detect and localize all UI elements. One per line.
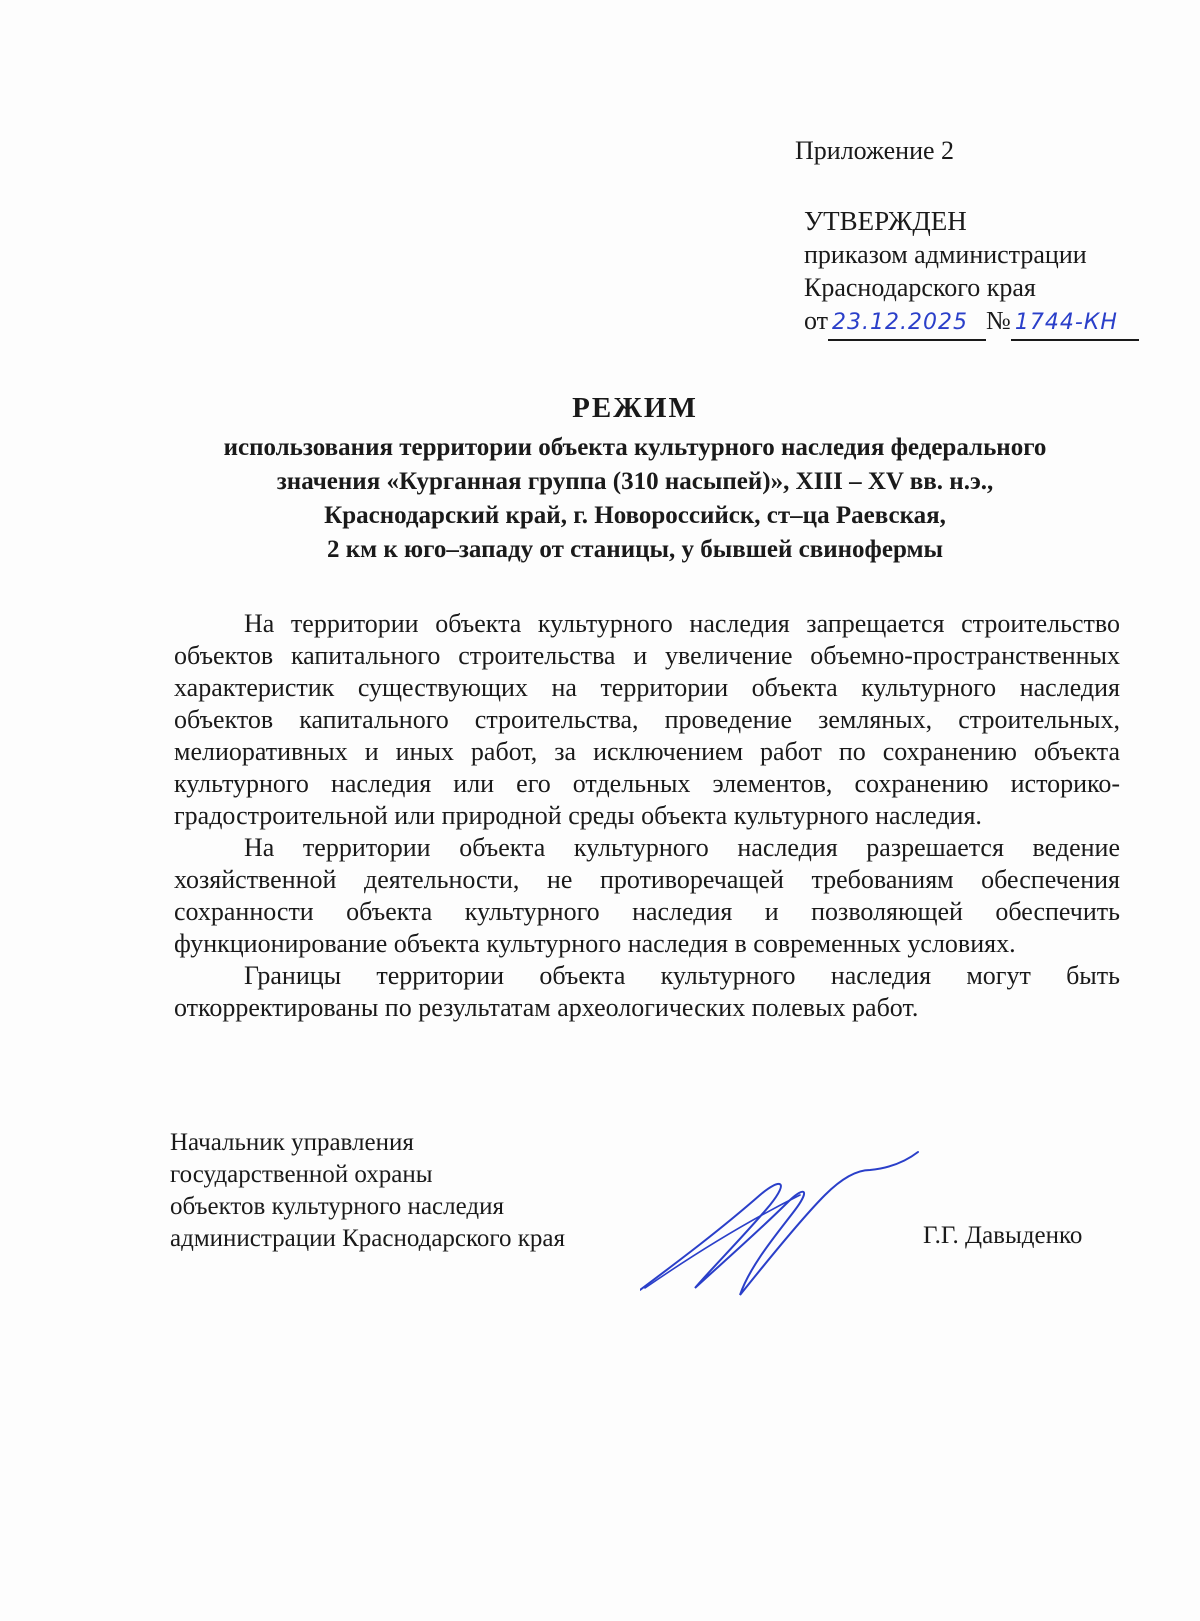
approval-block bbox=[804, 205, 1139, 341]
signer-name: Г.Г. Давыденко bbox=[923, 1222, 1083, 1249]
document-body bbox=[174, 608, 1120, 1024]
paragraph-prohibitions: На территории объекта культурного наследия запрещается строительство объектов капитального строительства и увеличение объемно-пространственных характеристик существующих на территории объекта культурного наследия объектов капитального строительства, проведение земляных, строительных, мелиоративных и иных работ, за исключением работ по сохранению объекта культурного наследия или его отдельных элементов, сохранению историко-градостроительной или природной среды объекта культурного наследия. bbox=[174, 609, 1120, 830]
signer-line-3: объектов культурного наследия bbox=[170, 1193, 504, 1220]
signer-position bbox=[170, 1127, 565, 1255]
approval-status: УТВЕРЖДЕН bbox=[804, 206, 967, 236]
date-prefix: от bbox=[804, 306, 829, 335]
title-line-4: 2 км к юго–западу от станицы, у бывшей свинофермы bbox=[326, 536, 944, 563]
title-line-1: использования территории объекта культурного наследия федерального bbox=[223, 434, 1047, 461]
approval-date-number bbox=[804, 304, 1139, 341]
title-line-3: Краснодарский край, г. Новороссийск, ст–ца Раевская, bbox=[324, 502, 946, 529]
appendix-label: Приложение 2 bbox=[795, 136, 955, 165]
title-heading: РЕЖИМ bbox=[572, 392, 698, 424]
handwritten-number: 1744-КН bbox=[1011, 306, 1139, 341]
handwritten-signature bbox=[640, 1150, 920, 1300]
paragraph-boundaries: Границы территории объекта культурного наследия могут быть откорректированы по результатам археологических полевых работ. bbox=[174, 961, 1120, 1022]
number-prefix: № bbox=[986, 306, 1011, 335]
title-line-2: значения «Курганная группа (310 насыпей)», XIII – XV вв. н.э., bbox=[276, 468, 994, 495]
signer-line-2: государственной охраны bbox=[170, 1161, 433, 1188]
handwritten-date: 23.12.2025 bbox=[828, 306, 986, 341]
approval-line-1: приказом администрации bbox=[804, 240, 1087, 269]
paragraph-permissions: На территории объекта культурного наследия разрешается ведение хозяйственной деятельности, не противоречащей требованиям обеспечения сохранности объекта культурного наследия и позволяющей обеспечить функционирование объекта культурного наследия в современных условиях. bbox=[174, 833, 1120, 958]
approval-line-2: Краснодарского края bbox=[804, 273, 1036, 302]
signer-line-4: администрации Краснодарского края bbox=[170, 1225, 566, 1252]
document-title bbox=[150, 392, 1120, 567]
signer-line-1: Начальник управления bbox=[170, 1129, 414, 1156]
